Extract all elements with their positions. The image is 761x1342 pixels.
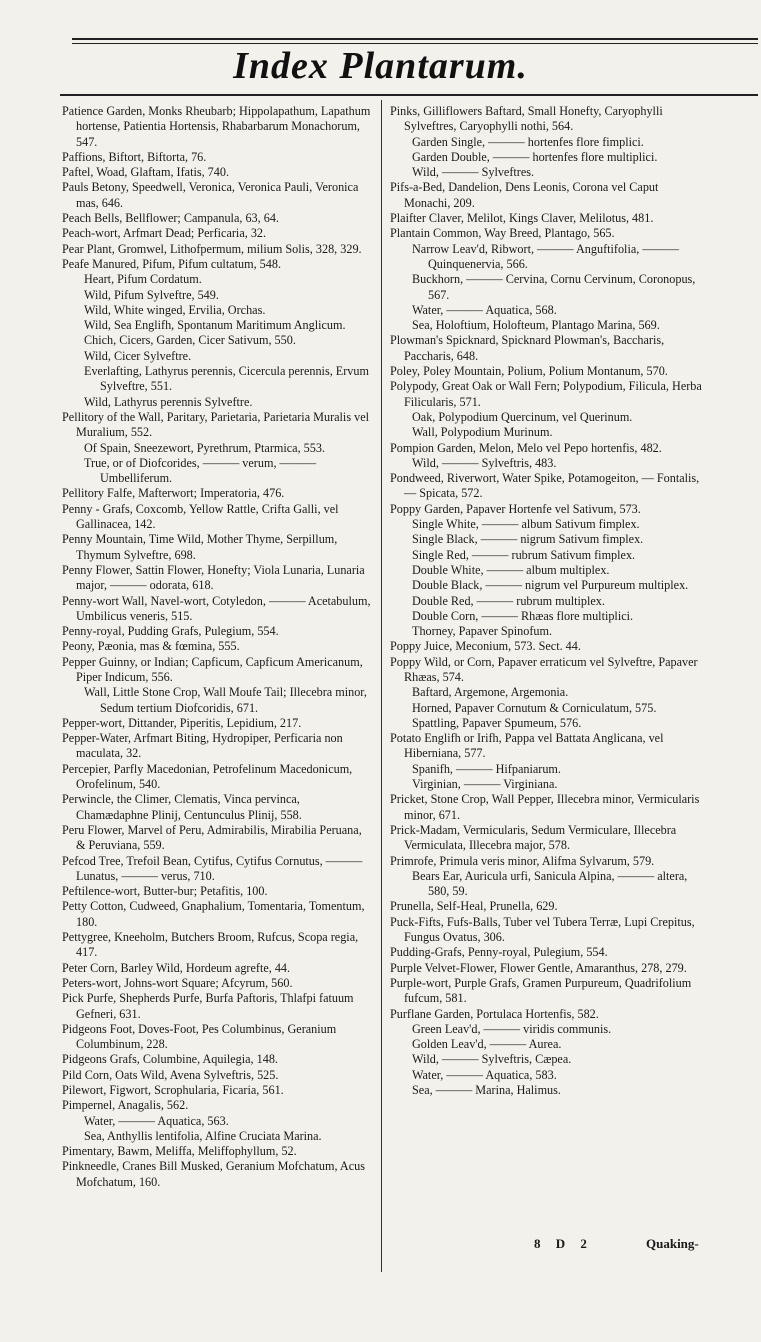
index-entry: Pimentary, Bawm, Meliffa, Meliffophyllum, 52.	[62, 1144, 297, 1159]
index-sub-entry: Thorney, Papaver Spinofum.	[412, 624, 553, 639]
index-entry: Pepper-Water, Arfmart Biting, Hydropiper, Perficaria non maculata, 32.	[62, 731, 343, 761]
index-entry: Polypody, Great Oak or Wall Fern; Polypodium, Filicula, Herba Filicularis, 571.	[390, 379, 702, 409]
index-sub-entry: Garden Single, ——— hortenfes flore fimplici.	[412, 134, 644, 149]
index-sub-entry: Wild, Cicer Sylveftre.	[84, 348, 192, 363]
index-entry: Prunella, Self-Heal, Prunella, 629.	[390, 899, 558, 914]
index-entry: Pilewort, Figwort, Scrophularia, Ficaria, 561.	[62, 1083, 284, 1097]
index-sub-entry: Double Red, ——— rubrum multiplex.	[412, 593, 605, 608]
index-entry: Pick Purfe, Shepherds Purfe, Burfa Paftoris, Thlafpi fatuum Gefneri, 631.	[62, 991, 354, 1021]
signature-mark: 8 D 2	[534, 1236, 593, 1251]
index-sub-entry: Double White, ——— album multiplex.	[412, 562, 610, 577]
index-sub-entry: Single White, ——— album Sativum fimplex.	[412, 517, 640, 532]
index-sub-entry: Wild, Pifum Sylveftre, 549.	[84, 287, 219, 302]
index-entry: Peach Bells, Bellflower; Campanula, 63, 64.	[62, 211, 279, 226]
index-sub-entry: Single Red, ——— rubrum Sativum fimplex.	[412, 547, 636, 562]
index-entry: Pinkneedle, Cranes Bill Musked, Geranium Mofchatum, Acus Mofchatum, 160.	[62, 1159, 365, 1189]
index-entry: Pepper-wort, Dittander, Piperitis, Lepidium, 217.	[62, 715, 302, 730]
title-rule	[60, 94, 758, 96]
index-sub-entry: Water, ——— Aquatica, 563.	[84, 1113, 229, 1128]
index-sub-entry: Baftard, Argemone, Argemonia.	[412, 685, 569, 700]
column-divider	[381, 100, 382, 1272]
index-sub-entry: Sea, Holoftium, Holofteum, Plantago Marina, 569.	[412, 318, 660, 333]
index-entry: Pellitory of the Wall, Paritary, Parietaria, Parietaria Muralis vel Muralium, 552.	[62, 409, 369, 440]
index-sub-entry: Single Black, ——— nigrum Sativum fimplex.	[412, 532, 644, 547]
index-sub-entry: Green Leav'd, ——— viridis communis.	[412, 1021, 612, 1036]
index-entry: Pefcod Tree, Trefoil Bean, Cytifus, Cytifus Cornutus, ——— Lunatus, ——— verus, 710.	[62, 853, 363, 883]
index-entry: Patience Garden, Monks Rheubarb; Hippolapathum, Lapathum hortense, Patientia Hortensis, Rhabarbarum Monachorum, 547.	[62, 104, 371, 149]
index-sub-entry: Horned, Papaver Cornutum & Corniculatum, 575.	[412, 700, 657, 715]
index-entry: Pettygree, Kneeholm, Butchers Broom, Rufcus, Scopa regia, 417.	[62, 930, 359, 960]
index-sub-entry: Spanifh, ——— Hifpaniarum.	[412, 761, 561, 776]
index-sub-entry: Everlafting, Lathyrus perennis, Cicercula perennis, Ervum Sylveftre, 551.	[84, 364, 369, 394]
index-entry: Purflane Garden, Portulaca Hortenfis, 582.	[390, 1006, 599, 1021]
index-entry: Percepier, Parfly Macedonian, Petrofelinum Macedonicum, Orofelinum, 540.	[62, 761, 353, 792]
index-sub-entry: Wild, ——— Sylveftris, 483.	[412, 455, 557, 470]
index-entry: Puck-Fifts, Fufs-Balls, Tuber vel Tubera Terræ, Lupi Crepitus, Fungus Ovatus, 306.	[390, 914, 695, 945]
index-entry: Pondweed, Riverwort, Water Spike, Potamogeiton, — Fontalis, — Spicata, 572.	[390, 471, 700, 501]
index-entry: Penny Mountain, Time Wild, Mother Thyme, Serpillum, Thymum Sylveftre, 698.	[62, 532, 338, 562]
index-entry: Purple-wort, Purple Grafs, Gramen Purpureum, Quadrifolium fufcum, 581.	[390, 975, 692, 1006]
index-entry: Plaifter Claver, Melilot, Kings Claver, Melilotus, 481.	[390, 211, 654, 226]
index-entry: Peru Flower, Marvel of Peru, Admirabilis, Mirabilia Peruana, & Peruviana, 559.	[62, 822, 362, 853]
index-sub-entry: Heart, Pifum Cordatum.	[84, 272, 202, 287]
index-sub-entry: Double Black, ——— nigrum vel Purpureum multiplex.	[412, 578, 689, 593]
index-entry: Peter Corn, Barley Wild, Hordeum agrefte, 44.	[62, 960, 291, 975]
index-sub-entry: Wall, Little Stone Crop, Wall Moufe Tail; Illecebra minor, Sedum tertium Diofcoridis, 671.	[84, 685, 367, 715]
index-entry: Pidgeons Grafs, Columbine, Aquilegia, 148.	[62, 1052, 278, 1067]
index-entry: Peafe Manured, Pifum, Pifum cultatum, 548.	[62, 256, 282, 271]
index-entry: Primrofe, Primula veris minor, Alifma Sylvarum, 579.	[390, 853, 655, 868]
index-entry: Penny-wort Wall, Navel-wort, Cotyledon, ——— Acetabulum, Umbilicus veneris, 515.	[62, 593, 371, 623]
index-entry: Perwincle, the Climer, Clematis, Vinca pervinca, Chamædaphne Plinij, Centunculus Plinij, 558.	[62, 792, 302, 822]
index-entry: Prick-Madam, Vermicularis, Sedum Vermiculare, Illecebra Vermiculata, Illecebra major, 578.	[390, 822, 677, 853]
index-sub-entry: Sea, ——— Marina, Halimus.	[412, 1083, 561, 1097]
index-entry: Purple Velvet-Flower, Flower Gentle, Amaranthus, 278, 279.	[390, 960, 687, 975]
index-entry: Pear Plant, Gromwel, Lithofpermum, milium Solis, 328, 329.	[62, 241, 362, 256]
index-sub-entry: Of Spain, Sneezewort, Pyrethrum, Ptarmica, 553.	[84, 440, 325, 455]
index-entry: Pepper Guinny, or Indian; Capficum, Capficum Americanum, Piper Indicum, 556.	[62, 654, 363, 684]
index-entry: Peftilence-wort, Butter-bur; Petafitis, 100.	[62, 884, 268, 899]
index-entry: Peony, Pæonia, mas & fœmina, 555.	[62, 639, 240, 654]
index-sub-entry: Virginian, ——— Virginiana.	[412, 777, 558, 792]
left-column	[62, 104, 374, 1190]
index-entry: Pompion Garden, Melon, Melo vel Pepo hortenfis, 482.	[390, 440, 662, 455]
index-entry: Poppy Garden, Papaver Hortenfe vel Sativum, 573.	[390, 501, 641, 516]
catchword: Quaking-	[646, 1236, 699, 1251]
index-entry: Pudding-Grafs, Penny-royal, Pulegium, 554.	[390, 945, 608, 960]
right-column	[390, 104, 702, 1098]
index-sub-entry: Chich, Cicers, Garden, Cicer Sativum, 550.	[84, 333, 296, 348]
index-entry: Penny Flower, Sattin Flower, Honefty; Viola Lunaria, Lunaria major, ——— odorata, 618.	[62, 562, 365, 593]
index-sub-entry: Wall, Polypodium Murinum.	[412, 425, 553, 440]
index-entry: Petty Cotton, Cudweed, Gnaphalium, Tomentaria, Tomentum, 180.	[62, 899, 365, 929]
index-entry: Penny-royal, Pudding Grafs, Pulegium, 554.	[62, 624, 279, 639]
index-entry: Peach-wort, Arfmart Dead; Perficaria, 32.	[62, 226, 267, 241]
index-sub-entry: Water, ——— Aquatica, 583.	[412, 1067, 557, 1082]
index-sub-entry: Wild, Sea Englifh, Spontanum Maritimum Anglicum.	[84, 318, 346, 333]
index-entry: Potato Englifh or Irifh, Pappa vel Battata Anglicana, vel Hiberniana, 577.	[390, 731, 664, 761]
index-entry: Pinks, Gilliflowers Baftard, Small Honefty, Caryophylli Sylveftres, Caryophylli nothi, 564.	[390, 104, 663, 134]
index-entry: Pricket, Stone Crop, Wall Pepper, Illecebra minor, Vermicularis minor, 671.	[390, 792, 700, 822]
index-sub-entry: Sea, Anthyllis lentifolia, Alfine Cruciata Marina.	[84, 1128, 322, 1143]
index-sub-entry: Oak, Polypodium Quercinum, vel Querinum.	[412, 409, 633, 424]
index-entry: Paffions, Biftort, Biftorta, 76.	[62, 149, 207, 164]
index-sub-entry: True, or of Diofcorides, ——— verum, ——— Umbelliferum.	[84, 455, 317, 486]
index-sub-entry: Bears Ear, Auricula urfi, Sanicula Alpina, ——— altera, 580, 59.	[412, 868, 688, 899]
index-sub-entry: Spattling, Papaver Spumeum, 576.	[412, 715, 582, 730]
page-title: Index Plantarum.	[233, 45, 528, 87]
index-sub-entry: Water, ——— Aquatica, 568.	[412, 302, 557, 317]
index-entry: Plowman's Spicknard, Spicknard Plowman's, Baccharis, Paccharis, 648.	[390, 333, 665, 363]
index-entry: Pifs-a-Bed, Dandelion, Dens Leonis, Corona vel Caput Monachi, 209.	[390, 180, 659, 210]
index-sub-entry: Wild, White winged, Ervilia, Orchas.	[84, 302, 266, 317]
index-entry: Poppy Wild, or Corn, Papaver erraticum vel Sylveftre, Papaver Rhæas, 574.	[390, 654, 698, 684]
index-sub-entry: Wild, ——— Sylveftris, Cæpea.	[412, 1052, 572, 1067]
index-entry: Poppy Juice, Meconium, 573. Sect. 44.	[390, 639, 581, 654]
index-sub-entry: Garden Double, ——— hortenfes flore multiplici.	[412, 149, 658, 164]
index-sub-entry: Narrow Leav'd, Ribwort, ——— Anguftifolia, ——— Quinquenervia, 566.	[412, 241, 679, 271]
index-entry: Pauls Betony, Speedwell, Veronica, Veronica Pauli, Veronica mas, 646.	[62, 180, 359, 210]
index-entry: Plantain Common, Way Breed, Plantago, 565.	[390, 226, 615, 241]
index-sub-entry: Buckhorn, ——— Cervina, Cornu Cervinum, Coronopus, 567.	[412, 272, 696, 302]
index-entry: Penny - Grafs, Coxcomb, Yellow Rattle, Crifta Galli, vel Gallinacea, 142.	[62, 501, 339, 532]
index-sub-entry: Wild, ——— Sylveftres.	[412, 165, 535, 180]
index-entry: Pellitory Falfe, Mafterwort; Imperatoria, 476.	[62, 486, 285, 501]
index-sub-entry: Wild, Lathyrus perennis Sylveftre.	[84, 394, 253, 409]
index-entry: Paftel, Woad, Glaftam, Ifatis, 740.	[62, 165, 230, 180]
index-entry: Pild Corn, Oats Wild, Avena Sylveftris, 525.	[62, 1067, 279, 1082]
index-entry: Poley, Poley Mountain, Polium, Polium Montanum, 570.	[390, 364, 668, 379]
index-entry: Peters-wort, Johns-wort Square; Afcyrum, 560.	[62, 975, 293, 990]
index-entry: Pimpernel, Anagalis, 562.	[62, 1098, 189, 1113]
index-sub-entry: Golden Leav'd, ——— Aurea.	[412, 1037, 562, 1052]
index-sub-entry: Double Corn, ——— Rhæas flore multiplici.	[412, 608, 634, 623]
index-entry: Pidgeons Foot, Doves-Foot, Pes Columbinus, Geranium Columbinum, 228.	[62, 1021, 337, 1052]
